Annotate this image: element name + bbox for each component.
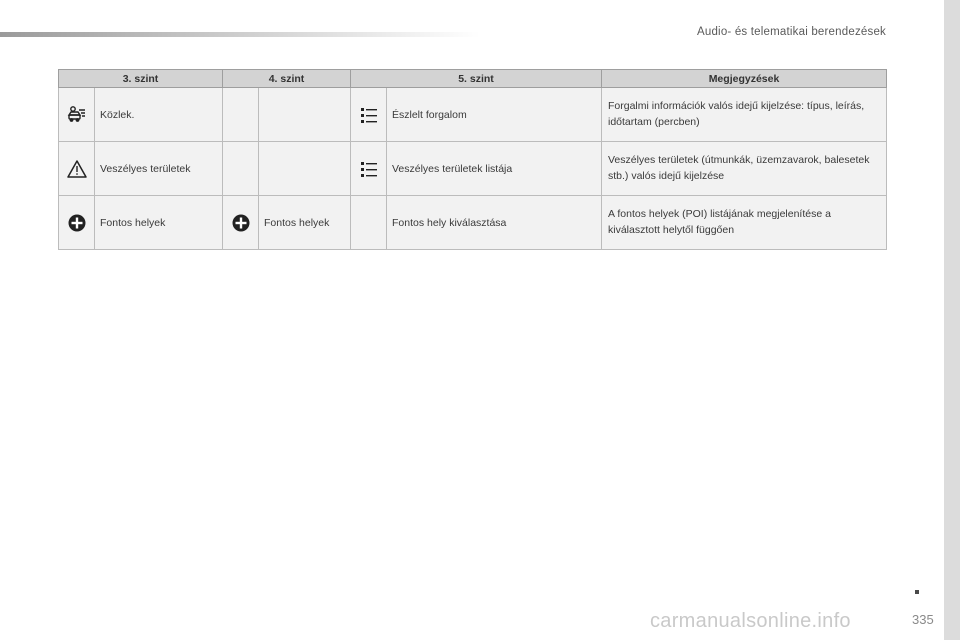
column-header-level4: 4. szint: [223, 70, 351, 88]
poi-plus-icon: [230, 212, 252, 234]
level3-icon-cell: [59, 142, 95, 196]
note-cell: Veszélyes területek (útmunkák, üzemzavarok, balesetek stb.) valós idejű kijelzése: [602, 142, 887, 196]
traffic-info-icon: [66, 104, 88, 126]
level5-label: Fontos hely kiválasztása: [387, 196, 602, 250]
page-marker-dot: [915, 590, 919, 594]
level5-label: Észlelt forgalom: [387, 88, 602, 142]
poi-plus-icon: [66, 212, 88, 234]
level5-icon-cell: [351, 196, 387, 250]
level5-icon-cell: [351, 142, 387, 196]
level3-icon-cell: [59, 88, 95, 142]
level3-label: Közlek.: [95, 88, 223, 142]
column-header-level3: 3. szint: [59, 70, 223, 88]
list-icon: [358, 104, 380, 126]
warning-triangle-icon: [66, 158, 88, 180]
column-header-notes: Megjegyzések: [602, 70, 887, 88]
header-gradient-bar: [0, 32, 480, 37]
note-cell: A fontos helyek (POI) listájának megjelenítése a kiválasztott helytől függően: [602, 196, 887, 250]
column-header-level5: 5. szint: [351, 70, 602, 88]
level3-label: Fontos helyek: [95, 196, 223, 250]
level5-label: Veszélyes területek listája: [387, 142, 602, 196]
list-icon: [358, 158, 380, 180]
level4-icon-cell: [223, 142, 259, 196]
watermark-text: carmanualsonline.info: [650, 610, 851, 632]
level3-label: Veszélyes területek: [95, 142, 223, 196]
level4-label: Fontos helyek: [259, 196, 351, 250]
level5-icon-cell: [351, 88, 387, 142]
page-header-title: Audio- és telematikai berendezések: [697, 26, 886, 38]
menu-level-table: [58, 69, 887, 250]
level4-label: [259, 88, 351, 142]
table-header-row: [59, 70, 887, 88]
level3-icon-cell: [59, 196, 95, 250]
level4-label: [259, 142, 351, 196]
level4-icon-cell: [223, 196, 259, 250]
table-row: [59, 196, 887, 250]
level4-icon-cell: [223, 88, 259, 142]
table-row: [59, 142, 887, 196]
table-row: [59, 88, 887, 142]
page-side-strip: [944, 0, 960, 640]
page-number: 335: [912, 612, 934, 627]
note-cell: Forgalmi információk valós idejű kijelzése: típus, leírás, időtartam (percben): [602, 88, 887, 142]
